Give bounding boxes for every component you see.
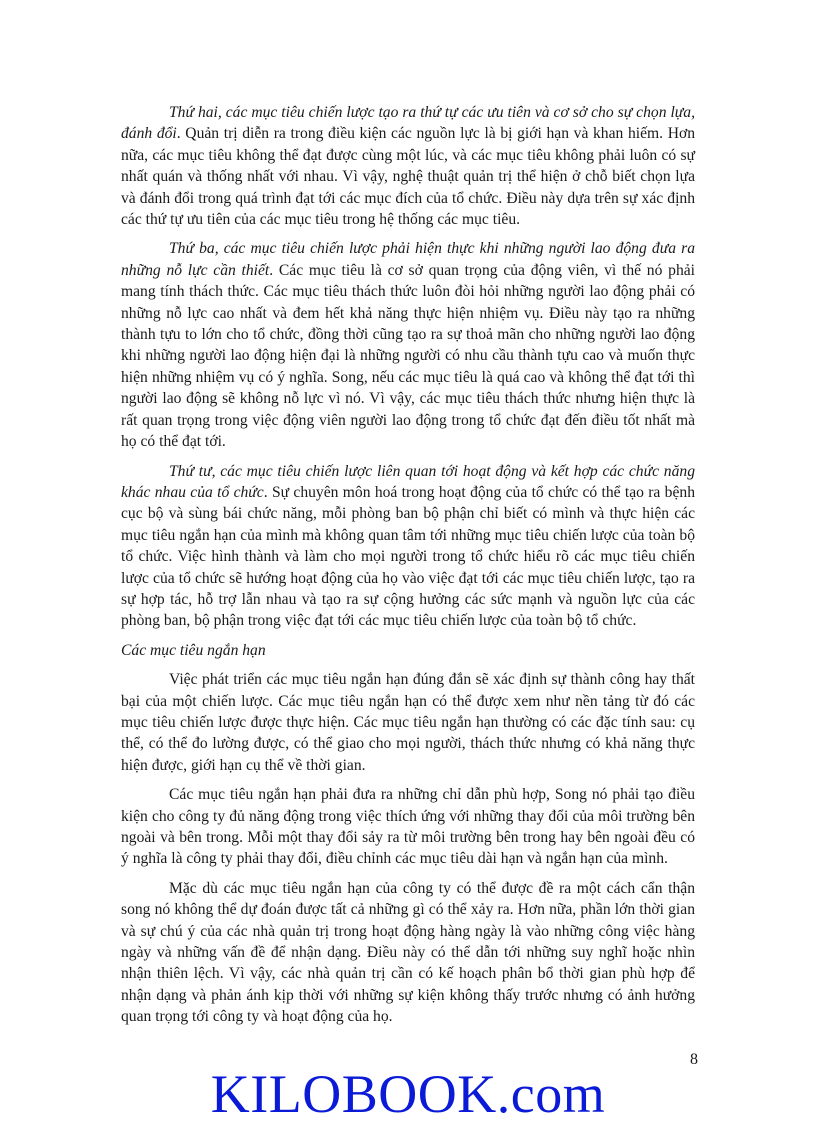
paragraph-body: . Các mục tiêu là cơ sở quan trọng của động viên, vì thế nó phải mang tính thách thức. Các mục tiêu thách thức luôn đòi hỏi những người lao động phải có những nỗ lực cao nhất và đem hết khả năng thực hiện nhiệm vụ. Điều này tạo ra những thành tựu to lớn cho tổ chức, đồng thời cũng tạo ra sự thoả mãn cho những người lao động khi những người lao động hiện đại là những người có nhu cầu thành tựu cao và muốn thực hiện những nhiệm vụ có ý nghĩa. Song, nếu các mục tiêu là quá cao và không thể đạt tới thì người lao động sẽ không nỗ lực vì nó. Vì vậy, các mục tiêu thách thức nhưng hiện thực là rất quan trọng trong việc động viên người lao động trong tổ chức đạt đến điều tốt nhất mà họ có thể đạt tới. xyxy=(121,261,695,451)
section-heading: Các mục tiêu ngắn hạn xyxy=(121,641,266,659)
paragraph-second-objective xyxy=(121,102,695,230)
paragraph-lead: Thứ ba, các mục tiêu chiến lược phải hiện thực khi những người lao động đưa ra những nỗ lực cần thiết xyxy=(121,240,695,279)
paragraph-lead: Thứ hai, các mục tiêu chiến lược tạo ra thứ tự các ưu tiên và cơ sở cho sự chọn lựa, đánh đổi xyxy=(121,104,695,143)
paragraph-short-term-1: Việc phát triển các mục tiêu ngắn hạn đúng đắn sẽ xác định sự thành công hay thất bại của một chiến lược. Các mục tiêu ngắn hạn có thể được xem như nền tảng từ đó các mục tiêu chiến lược được thực hiện. Các mục tiêu ngắn hạn thường có các đặc tính sau: cụ thể, có thể đo lường được, có thể giao cho mọi người, thách thức nhưng có khả năng thực hiện được, giới hạn cụ thể về thời gian. xyxy=(121,671,695,774)
paragraph-short-term-3: Mặc dù các mục tiêu ngắn hạn của công ty có thể được đề ra một cách cẩn thận song nó không thể dự đoán được tất cả những gì có thể xảy ra. Hơn nữa, phần lớn thời gian và sự chú ý của các nhà quản trị trong hoạt động hàng ngày là vào những công việc hàng ngày và những vấn đề để nhận dạng. Điều này có thể dẫn tới những suy nghĩ hoặc nhìn nhận thiên lệch. Vì vậy, các nhà quản trị cần có kế hoạch phân bổ thời gian phù hợp để nhận dạng và phản ánh kịp thời với những sự kiện không thấy trước nhưng có ảnh hưởng quan trọng tới công ty và hoạt động của họ. xyxy=(121,879,695,1026)
paragraph-lead: Thứ tư, các mục tiêu chiến lược liên quan tới hoạt động và kết hợp các chức năng khác nhau của tổ chức xyxy=(121,462,695,501)
paragraph-third-objective xyxy=(121,238,695,452)
page-number: 8 xyxy=(690,1051,698,1068)
paragraph-body: . Quản trị diễn ra trong điều kiện các nguồn lực là bị giới hạn và khan hiếm. Hơn nữa, các mục tiêu không thể đạt được cùng một lúc, và các mục tiêu không phải luôn có sự nhất quán và thống nhất với nhau. Vì vậy, nghệ thuật quản trị thể hiện ở chỗ biết chọn lựa và đánh đổi trong quá trình đạt tới các mục đích của tổ chức. Điều này dựa trên sự xác định các thứ tự ưu tiên của các mục tiêu trong hệ thống các mục tiêu. xyxy=(121,125,695,229)
watermark-logo: KILOBOOK.com xyxy=(210,1064,606,1124)
paragraph-short-term-2: Các mục tiêu ngắn hạn phải đưa ra những chỉ dẫn phù hợp, Song nó phải tạo điều kiện cho công ty đủ năng động trong việc thích ứng với những thay đổi của môi trường bên ngoài và bên trong. Mỗi một thay đổi sảy ra từ môi trường bên trong hay bên ngoài đều có ý nghĩa là công ty phải thay đổi, điều chỉnh các mục tiêu dài hạn và ngắn hạn của mình. xyxy=(121,786,695,868)
paragraph-fourth-objective xyxy=(121,461,695,632)
body-text xyxy=(121,102,695,1036)
paragraph-body: . Sự chuyên môn hoá trong hoạt động của tổ chức có thể tạo ra bệnh cục bộ và sùng bái chức năng, mỗi phòng ban bộ phận chỉ biết có mình và thực hiện các mục tiêu ngắn hạn của mình mà không quan tâm tới những mục tiêu chiến lược của toàn bộ tổ chức. Việc hình thành và làm cho mọi người trong tổ chức hiểu rõ các mục tiêu chiến lược của tổ chức sẽ hướng hoạt động của họ vào việc đạt tới các mục tiêu chiến lược, tạo ra sự hợp tác, hỗ trợ lẫn nhau và tạo ra sự cộng hưởng các sức mạnh và nguồn lực của các phòng ban, bộ phận trong việc đạt tới các mục tiêu chiến lược của toàn bộ tổ chức. xyxy=(121,483,695,630)
